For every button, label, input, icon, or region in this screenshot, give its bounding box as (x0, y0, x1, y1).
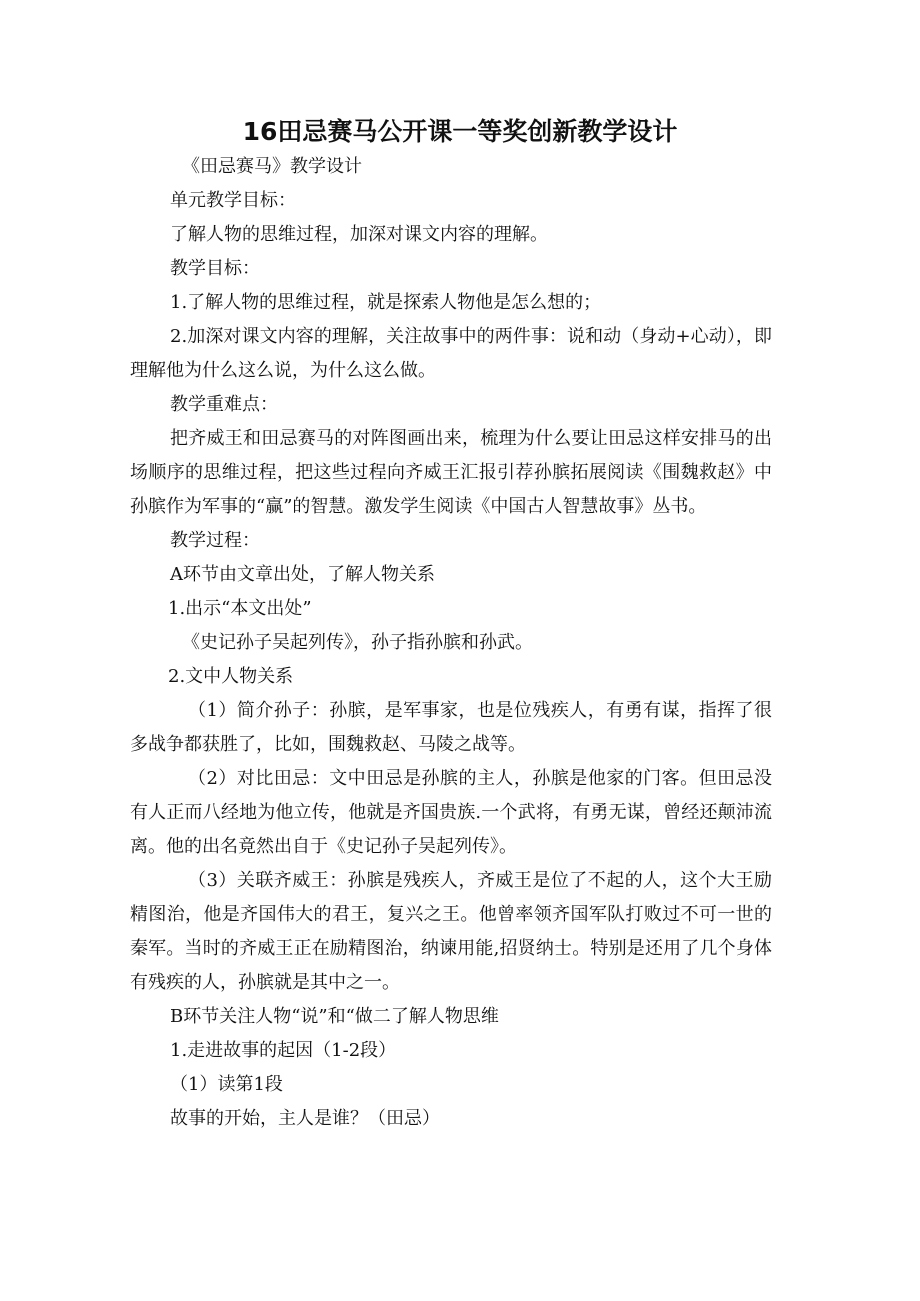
section-b-item-1: 1.走进故事的起因（1-2段） (170, 1040, 397, 1061)
key-points-heading: 教学重难点： (170, 394, 278, 415)
character-sunzi: （1）简介孙子：孙膑，是军事家，也是位残疾人，有勇有谋，指挥了很多战争都获胜了，比如，围魏救赵、马陵之战等。 (130, 700, 772, 755)
unit-goal-heading: 单元教学目标： (170, 190, 296, 211)
process-heading: 教学过程： (170, 530, 260, 551)
section-b-heading: B环节关注人物“说”和“做二了解人物思维 (170, 1006, 499, 1027)
document-body (130, 150, 772, 1136)
section-b-subitem-1: （1）读第1段 (170, 1074, 283, 1095)
character-qiweiwang: （3）关联齐威王：孙膑是残疾人，齐威王是位了不起的人，这个大王励精图治，他是齐国伟大的君王，复兴之王。他曾率领齐国军队打败过不可一世的秦军。当时的齐威王正在励精图治，纳谏用能,招贤纳士。特别是还用了几个身体有残疾的人，孙膑就是其中之一。 (130, 870, 772, 993)
section-a-heading: A环节由文章出处，了解人物关系 (170, 564, 435, 585)
teaching-goal-heading: 教学目标： (170, 258, 260, 279)
key-points-text: 把齐威王和田忌赛马的对阵图画出来，梳理为什么要让田忌这样安排马的出场顺序的思维过程，把这些过程向齐威王汇报引荐孙膑拓展阅读《围魏救赵》中孙膑作为军事的“赢”的智慧。激发学生阅读《中国古人智慧故事》丛书。 (130, 428, 772, 517)
section-a-item-2: 2.文中人物关系 (168, 666, 294, 687)
question-paragraph: 故事的开始，主人是谁？（田忌） (170, 1108, 440, 1129)
section-a-item-1: 1.出示“本文出处” (168, 598, 312, 619)
subtitle-paragraph: 《田忌赛马》教学设计 (182, 156, 362, 177)
source-reference: 《史记孙子吴起列传》，孙子指孙膑和孙武。 (182, 632, 533, 653)
teaching-goal-item-2: 2.加深对课文内容的理解，关注故事中的两件事：说和动（身动+心动），即理解他为什么这么说，为什么这么做。 (130, 326, 772, 381)
document-title: 16田忌赛马公开课一等奖创新教学设计 (242, 117, 678, 146)
character-tianji: （2）对比田忌：文中田忌是孙膑的主人，孙膑是他家的门客。但田忌没有人正而八经地为他立传，他就是齐国贵族.一个武将，有勇无谋，曾经还颠沛流离。他的出名竟然出自于《史记孙子吴起列传》。 (130, 768, 772, 857)
teaching-goal-item-1: 1.了解人物的思维过程，就是探索人物他是怎么想的； (170, 292, 602, 313)
unit-goal-text: 了解人物的思维过程，加深对课文内容的理解。 (170, 224, 548, 245)
